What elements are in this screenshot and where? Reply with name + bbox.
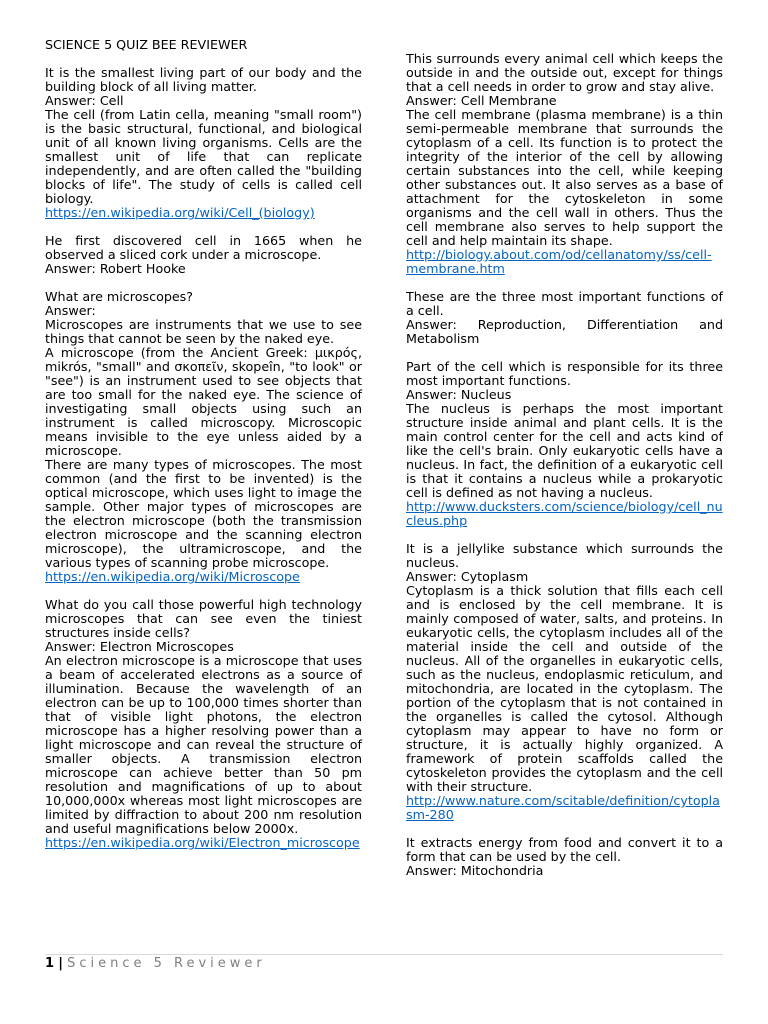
explanation: The cell membrane (plasma membrane) is a thin semi-permeable membrane that surrounds the cytoplasm of a cell. Its function is to protect the integrity of the interior of the cell by allowing certain substances into the cell, while keeping other substances out. It also serves as a base of attachment for the cytoskeleton in some organisms and the cell wall in others. Thus the cell membrane also serves to help support the cell and help maintain its shape. <box>406 107 723 248</box>
question: Part of the cell which is responsible for its three most important functions. <box>406 359 723 388</box>
left-column <box>45 38 362 850</box>
answer: Answer: Nucleus <box>406 387 512 402</box>
answer: Answer: <box>45 303 96 318</box>
explanation: A microscope (from the Ancient Greek: μικρός, mikrós, "small" and σκοπεῖν, skopeîn, "to look" or "see") is an instrument used to see objects that are too small for the naked eye. The science of investigating small objects using such an instrument is called microscopy. Microscopic means invisible to the eye unless aided by a microscope. <box>45 345 362 458</box>
page-footer <box>45 957 266 971</box>
answer: Answer: Cytoplasm <box>406 569 529 584</box>
question: These are the three most important functions of a cell. <box>406 289 723 318</box>
explanation: An electron microscope is a microscope that uses a beam of accelerated electrons as a source of illumination. Because the wavelength of an electron can be up to 100,000 times shorter than that of visible light photons, the electron microscope has a higher resolving power than a light microscope and can reveal the structure of smaller objects. A transmission electron microscope can achieve better than 50 pm resolution and magnifications of up to about 10,000,000x whereas most light microscopes are limited by diffraction to about 200 nm resolution and useful magnifications below 2000x. <box>45 653 362 836</box>
question: It is the smallest living part of our body and the building block of all living matter. <box>45 65 362 94</box>
explanation: The nucleus is perhaps the most important structure inside animal and plant cells. It is the main control center for the cell and acts kind of like the cell's brain. Only eukaryotic cells have a nucleus. In fact, the definition of a eukaryotic cell is that it contains a nucleus while a prokaryotic cell is defined as not having a nucleus. <box>406 401 723 500</box>
document-title: SCIENCE 5 QUIZ BEE REVIEWER <box>45 37 248 52</box>
answer: Answer: Cell <box>45 93 124 108</box>
page-number: 1 <box>45 956 55 971</box>
reference-link[interactable]: http://www.nature.com/scitable/definition/cytoplasm-280 <box>406 793 720 822</box>
right-column <box>406 52 723 878</box>
answer: Answer: Robert Hooke <box>45 261 186 276</box>
explanation: The cell (from Latin cella, meaning "small room") is the basic structural, functional, and biological unit of all known living organisms. Cells are the smallest unit of life that can replicate independently, and are often called the "building blocks of life". The study of cells is called cell biology. <box>45 107 362 206</box>
question: This surrounds every animal cell which keeps the outside in and the outside out, except for things that a cell needs in order to grow and stay alive. <box>406 51 723 94</box>
question: It is a jellylike substance which surrounds the nucleus. <box>406 541 723 570</box>
explanation: There are many types of microscopes. The most common (and the first to be invented) is the optical microscope, which uses light to image the sample. Other major types of microscopes are the electron microscope (both the transmission electron microscope and the scanning electron microscope), the ultramicroscope, and the various types of scanning probe microscope. <box>45 457 362 570</box>
question: It extracts energy from food and convert it to a form that can be used by the cell. <box>406 835 723 864</box>
reference-link[interactable]: http://www.ducksters.com/science/biology/cell_nucleus.php <box>406 499 723 528</box>
explanation: Cytoplasm is a thick solution that fills each cell and is enclosed by the cell membrane. It is mainly composed of water, salts, and proteins. In eukaryotic cells, the cytoplasm includes all of the material inside the cell and outside of the nucleus. All of the organelles in eukaryotic cells, such as the nucleus, endoplasmic reticulum, and mitochondria, are located in the cytoplasm. The portion of the cytoplasm that is not contained in the organelles is called the cytosol. Although cytoplasm may appear to have no form or structure, it is actually highly organized. A framework of protein scaffolds called the cytoskeleton provides the cytoplasm and the cell with their structure. <box>406 583 723 794</box>
reference-link[interactable]: https://en.wikipedia.org/wiki/Microscope <box>45 569 300 584</box>
answer: Answer: Reproduction, Differentiation and Metabolism <box>406 317 723 346</box>
answer: Answer: Electron Microscopes <box>45 639 234 654</box>
reference-link[interactable]: http://biology.about.com/od/cellanatomy/ss/cell-membrane.htm <box>406 247 712 276</box>
question: What do you call those powerful high technology microscopes that can see even the tiniest structures inside cells? <box>45 597 362 640</box>
reference-link[interactable]: https://en.wikipedia.org/wiki/Electron_microscope <box>45 835 360 850</box>
question: He first discovered cell in 1665 when he observed a sliced cork under a microscope. <box>45 233 362 262</box>
reference-link[interactable]: https://en.wikipedia.org/wiki/Cell_(biology) <box>45 205 315 220</box>
answer: Answer: Cell Membrane <box>406 93 557 108</box>
footer-separator: | <box>58 956 63 971</box>
footer-label: Science 5 Reviewer <box>67 956 266 971</box>
answer: Answer: Mitochondria <box>406 863 544 878</box>
footer-divider <box>45 954 723 955</box>
explanation: Microscopes are instruments that we use to see things that cannot be seen by the naked eye. <box>45 317 362 346</box>
question: What are microscopes? <box>45 289 194 304</box>
